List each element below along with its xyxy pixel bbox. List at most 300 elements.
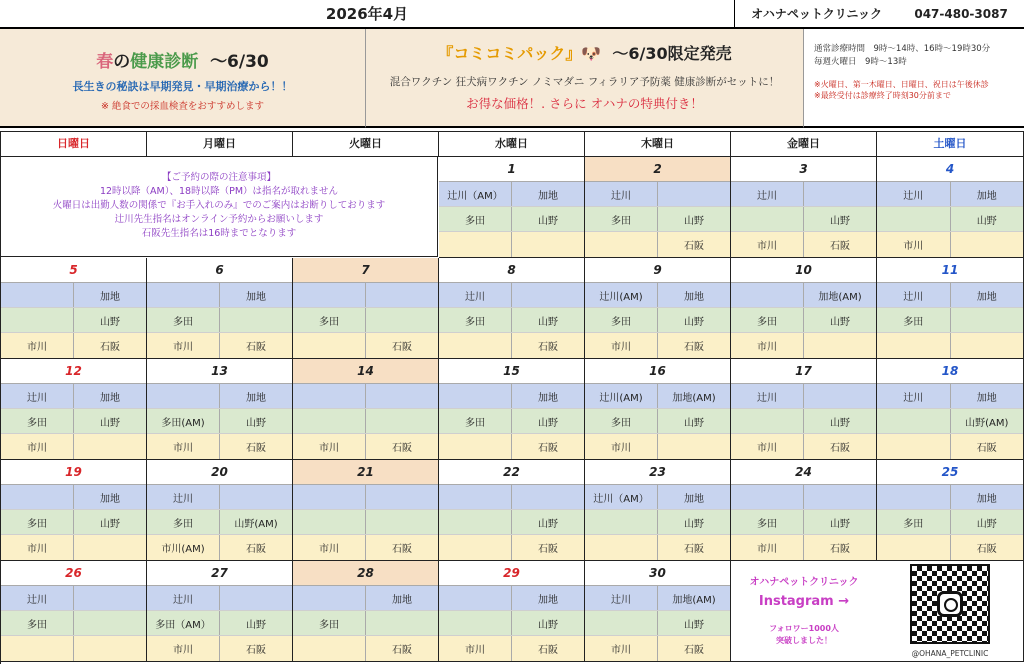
doctor-name: 多田 [147,308,220,332]
shift-row [439,232,584,257]
shift-row [585,611,730,636]
shift-row [585,510,730,535]
doctor-name [74,434,146,459]
day-number: 23 [585,460,730,485]
doctor-name [439,232,512,257]
hours-note2: ※最終受付は診療終了時刻30分前まで [814,91,951,100]
doctor-name: 多田 [731,510,804,534]
shift-row [585,409,730,434]
doctor-name: 山野 [100,316,120,328]
day-number: 17 [731,359,876,384]
day-cell[interactable] [147,258,293,359]
shift-row [877,308,1023,333]
doctor-name: 山野 [830,417,850,429]
doctor-name: 石阪 [538,443,558,454]
doctor-name: 多田 [1,510,74,534]
doctor-name: 市川 [1,333,74,358]
shift-row [585,283,730,308]
day-number: 20 [147,460,292,485]
day-cell[interactable] [1,460,147,561]
instagram-promo[interactable] [731,561,1024,662]
shift-row [293,384,438,409]
doctor-name: 山野 [684,215,704,227]
shift-row [147,308,292,333]
shift-row [147,485,292,510]
shift-row [877,333,1023,358]
doctor-name: 石阪 [392,544,412,555]
doctor-name: 山野(AM) [965,417,1009,429]
day-cell[interactable] [439,157,585,258]
doctor-name [293,586,366,610]
doctor-name: 山野 [684,417,704,429]
day-number: 4 [877,157,1023,182]
shift-row [147,535,292,560]
shift-row [293,611,438,636]
doctor-name: 多田 [293,611,366,635]
doctor-name [658,182,730,206]
day-number: 16 [585,359,730,384]
doctor-name [439,510,512,534]
day-number: 11 [877,258,1023,283]
shift-row [439,409,584,434]
clinic-info [735,0,1024,27]
shift-row [877,409,1023,434]
doctor-name: 多田 [877,308,951,332]
day-cell[interactable] [439,258,585,359]
day-number: 3 [731,157,876,182]
shift-row [147,434,292,459]
doctor-name: 石阪 [246,342,266,353]
doctor-name: 辻川（AM） [439,182,512,206]
doctor-name: 加地 [684,493,704,505]
doctor-name: 市川 [1,535,74,560]
shift-row [1,308,146,333]
shift-row [585,384,730,409]
doctor-name: 加地 [100,291,120,303]
doctor-name: 市川 [877,232,951,257]
doctor-name: 石阪 [246,544,266,555]
doctor-name: 市川 [147,333,220,358]
doctor-name [512,232,584,257]
day-cell[interactable] [585,258,731,359]
shift-row [439,333,584,358]
doctor-name: 辻川 [731,384,804,408]
instagram-text [731,561,877,661]
shift-row [1,586,146,611]
doctor-name: 市川 [585,434,658,459]
shift-row [731,409,876,434]
doctor-name: 山野 [538,417,558,429]
doctor-name: 多田 [293,308,366,332]
doctor-name: 多田 [585,409,658,433]
doctor-name [439,333,512,358]
day-cell[interactable] [731,359,877,460]
shift-row [585,434,730,459]
shift-row [585,333,730,358]
doctor-name: 石阪 [976,544,997,555]
weekday-header: 月曜日 [147,132,293,157]
shift-row [877,384,1023,409]
doctor-name: 多田 [585,308,658,332]
day-number: 14 [293,359,438,384]
shift-row [147,636,292,661]
doctor-name: 山野 [830,316,850,328]
notice-line: 辻川先生指名はオンライン予約からお願いします [114,214,324,225]
notice-line: 12時以降（AM）、18時以降（PM）は指名が取れません [99,186,339,197]
day-number: 21 [293,460,438,485]
doctor-name: 加地(AM) [818,291,862,303]
shift-row [1,611,146,636]
day-cell[interactable] [585,460,731,561]
day-cell[interactable] [731,460,877,561]
doctor-name: 市川 [147,636,220,661]
qr-area [877,561,1023,661]
shift-row [439,207,584,232]
promo-health-title-a: 春 [96,52,114,72]
shift-row [1,283,146,308]
doctor-name [439,434,512,459]
day-cell[interactable] [293,460,439,561]
doctor-name: 山野 [830,215,850,227]
doctor-name: 石阪 [392,443,412,454]
doctor-name [366,510,438,534]
shift-row [1,434,146,459]
doctor-name: 辻川（AM） [585,485,658,509]
doctor-name: 多田 [439,308,512,332]
weekday-header: 火曜日 [293,132,439,157]
shift-row [585,636,730,661]
day-cell[interactable] [731,258,877,359]
doctor-name [951,232,1024,257]
day-cell[interactable] [585,157,731,258]
doctor-name: 山野 [246,619,266,631]
doctor-name: 辻川 [147,485,220,509]
doctor-name: 加地 [100,493,120,505]
dog-icon: 🐶 [581,44,602,63]
doctor-name [366,611,438,635]
shift-row [439,636,584,661]
clinic-name: オハナペットクリニック [751,7,882,21]
doctor-name [439,485,512,509]
promo-pack-title-c: 〜6/30限定発売 [612,44,732,63]
shift-row [877,182,1023,207]
day-cell[interactable] [1,561,147,662]
doctor-name: 辻川(AM) [585,283,658,307]
day-cell[interactable] [293,258,439,359]
day-number: 2 [585,157,730,182]
doctor-name: 市川 [585,636,658,661]
doctor-name: 加地(AM) [672,392,716,404]
instagram-note [731,623,877,647]
doctor-name [804,384,876,408]
doctor-name: 山野 [684,518,704,530]
shift-row [293,586,438,611]
weekday-header: 土曜日 [877,132,1024,157]
doctor-name: 加地 [976,291,997,303]
doctor-name [1,308,74,332]
shift-row [731,207,876,232]
doctor-name: 加地 [684,291,704,303]
doctor-name: 石阪 [392,342,412,353]
doctor-name: 多田 [585,207,658,231]
day-cell[interactable] [439,561,585,662]
doctor-name [293,636,366,661]
doctor-name: 加地 [976,493,997,505]
doctor-name: 辻川 [877,384,951,408]
doctor-name: 石阪 [830,544,850,555]
shift-row [147,611,292,636]
shift-row [439,384,584,409]
doctor-name: 石阪 [684,342,704,353]
day-cell[interactable] [147,359,293,460]
shift-row [731,485,876,510]
shift-row [731,333,876,358]
doctor-name: 山野 [976,518,997,530]
shift-row [1,510,146,535]
day-cell[interactable] [1,258,147,359]
promo-health-line1: 長生きの秘訣は早期発見・早期治療から！！ [72,80,293,93]
shift-row [439,283,584,308]
clinic-phone[interactable]: 047-480-3087 [914,6,1008,21]
doctor-name: 加地 [538,594,558,606]
day-number: 22 [439,460,584,485]
day-cell[interactable] [877,460,1024,561]
shift-row [439,485,584,510]
shift-row [1,636,146,661]
doctor-name: 多田 [1,409,74,433]
doctor-name [293,409,366,433]
doctor-name: 石阪 [684,544,704,555]
doctor-name: 山野 [830,518,850,530]
doctor-name: 山野 [538,518,558,530]
doctor-name [804,333,876,358]
doctor-name: 辻川 [1,586,74,610]
doctor-name [951,308,1024,332]
shift-row [439,535,584,560]
doctor-name [439,384,512,408]
shift-row [293,485,438,510]
shift-row [585,308,730,333]
doctor-name: 加地 [538,190,558,202]
shift-row [731,510,876,535]
shift-row [877,510,1023,535]
day-number: 15 [439,359,584,384]
day-cell[interactable] [731,157,877,258]
day-number: 19 [1,460,146,485]
doctor-name [366,485,438,509]
day-cell[interactable] [1,359,147,460]
month-title: 2026年4月 [0,0,735,27]
shift-row [731,384,876,409]
doctor-name: 山野 [538,215,558,227]
weekday-header: 木曜日 [585,132,731,157]
day-cell[interactable] [439,359,585,460]
day-cell[interactable] [585,359,731,460]
doctor-name [220,308,292,332]
doctor-name: 市川 [731,232,804,257]
doctor-name: 石阪 [538,342,558,353]
day-number: 6 [147,258,292,283]
doctor-name [366,308,438,332]
doctor-name [147,384,220,408]
doctor-name [366,384,438,408]
doctor-name [74,636,146,661]
shift-row [1,535,146,560]
doctor-name: 加地 [100,392,120,404]
day-number: 7 [293,258,438,283]
doctor-name [1,283,74,307]
instagram-note2: 突破しました！ [776,636,832,645]
shift-row [293,409,438,434]
day-number: 12 [1,359,146,384]
day-cell[interactable] [877,258,1024,359]
shift-row [439,586,584,611]
qr-code[interactable] [910,564,990,644]
day-cell[interactable] [293,561,439,662]
shift-row [585,182,730,207]
doctor-name: 山野 [100,417,120,429]
doctor-name: 市川 [731,333,804,358]
shift-row [585,232,730,257]
shift-row [293,308,438,333]
doctor-name: 石阪 [246,443,266,454]
shift-row [877,535,1023,560]
day-cell[interactable] [147,460,293,561]
shift-row [1,384,146,409]
shift-row [439,510,584,535]
doctor-name: 市川 [439,636,512,661]
notice-line: 石阪先生指名は16時までとなります [141,228,297,239]
doctor-name [658,434,730,459]
promo-health-title-b: の [113,52,131,72]
promo-health-title-c: 健康診断 [130,52,199,72]
doctor-name: 辻川 [1,384,74,408]
calendar-grid [0,131,1024,664]
doctor-name: 多田 [877,510,951,534]
doctor-name [293,510,366,534]
doctor-name [585,232,658,257]
day-cell[interactable] [293,359,439,460]
doctor-name: 石阪 [830,443,850,454]
day-number: 10 [731,258,876,283]
doctor-name [585,510,658,534]
weekday-header: 金曜日 [731,132,877,157]
shift-row [293,636,438,661]
shift-row [877,232,1023,257]
shift-row [731,535,876,560]
doctor-name: 市川 [293,434,366,459]
doctor-name [731,283,804,307]
promo-health-title [0,47,365,72]
notice-title: 【ご予約の際の注意事項】 [161,172,276,183]
day-number: 25 [877,460,1023,485]
shift-row [147,333,292,358]
shift-row [293,333,438,358]
day-number: 27 [147,561,292,586]
shift-row [1,485,146,510]
doctor-name [877,207,951,231]
doctor-name [293,485,366,509]
day-number: 13 [147,359,292,384]
shift-row [1,409,146,434]
doctor-name: 加地 [976,190,997,202]
doctor-name [877,409,951,433]
doctor-name: 辻川 [731,182,804,206]
doctor-name: 石阪 [684,645,704,656]
doctor-name: 市川 [731,535,804,560]
day-number: 30 [585,561,730,586]
doctor-name: 石阪 [246,645,266,656]
promo-pack-title [366,41,803,64]
doctor-name [585,535,658,560]
day-number: 9 [585,258,730,283]
doctor-name: 山野 [976,215,997,227]
shift-row [731,308,876,333]
doctor-name: 石阪 [976,443,997,454]
hours-note1: ※火曜日、第一木曜日、日曜日、祝日は午後休診 [814,80,989,89]
doctor-name: 加地 [246,291,266,303]
doctor-name: 市川 [731,434,804,459]
shift-row [293,535,438,560]
day-cell[interactable] [439,460,585,561]
instagram-clinic-name: オハナペットクリニック [749,577,859,588]
day-number: 18 [877,359,1023,384]
day-cell[interactable] [877,359,1024,460]
shift-row [877,485,1023,510]
promo-health-line2: ※ 絶食での採血検査をおすすめします [100,101,265,112]
doctor-name [366,409,438,433]
doctor-name [877,333,951,358]
shift-row [147,283,292,308]
day-cell[interactable] [585,561,731,662]
doctor-name: 辻川 [585,182,658,206]
header [0,0,1024,29]
day-number: 28 [293,561,438,586]
shift-row [439,434,584,459]
doctor-name [1,485,74,509]
day-number: 5 [1,258,146,283]
doctor-name: 石阪 [684,241,704,252]
doctor-name: 多田（AM） [147,611,220,635]
day-number: 29 [439,561,584,586]
doctor-name [877,535,951,560]
shift-row [877,283,1023,308]
doctor-name [293,333,366,358]
instagram-note1: フォロワー1000人 [769,624,839,633]
doctor-name: 市川 [1,434,74,459]
day-cell[interactable] [877,157,1024,258]
day-cell[interactable] [147,561,293,662]
doctor-name: 市川 [147,434,220,459]
doctor-name [731,409,804,433]
doctor-name: 多田 [1,611,74,635]
shift-row [585,485,730,510]
shift-row [731,182,876,207]
doctor-name: 辻川 [147,586,220,610]
shift-row [439,182,584,207]
shift-row [877,207,1023,232]
doctor-name: 多田(AM) [147,409,220,433]
doctor-name: 加地 [976,392,997,404]
promo-pack-title-a: 『コミコミパック』 [437,44,582,63]
shift-row [147,510,292,535]
doctor-name: 市川 [293,535,366,560]
doctor-name [220,485,292,509]
doctor-name: 山野(AM) [234,518,278,530]
instagram-link[interactable]: Instagram → [758,594,850,609]
shift-row [1,333,146,358]
notice-line: 火曜日は出勤人数の関係で『お手入れのみ』でのご案内はお断りしております [52,200,386,211]
